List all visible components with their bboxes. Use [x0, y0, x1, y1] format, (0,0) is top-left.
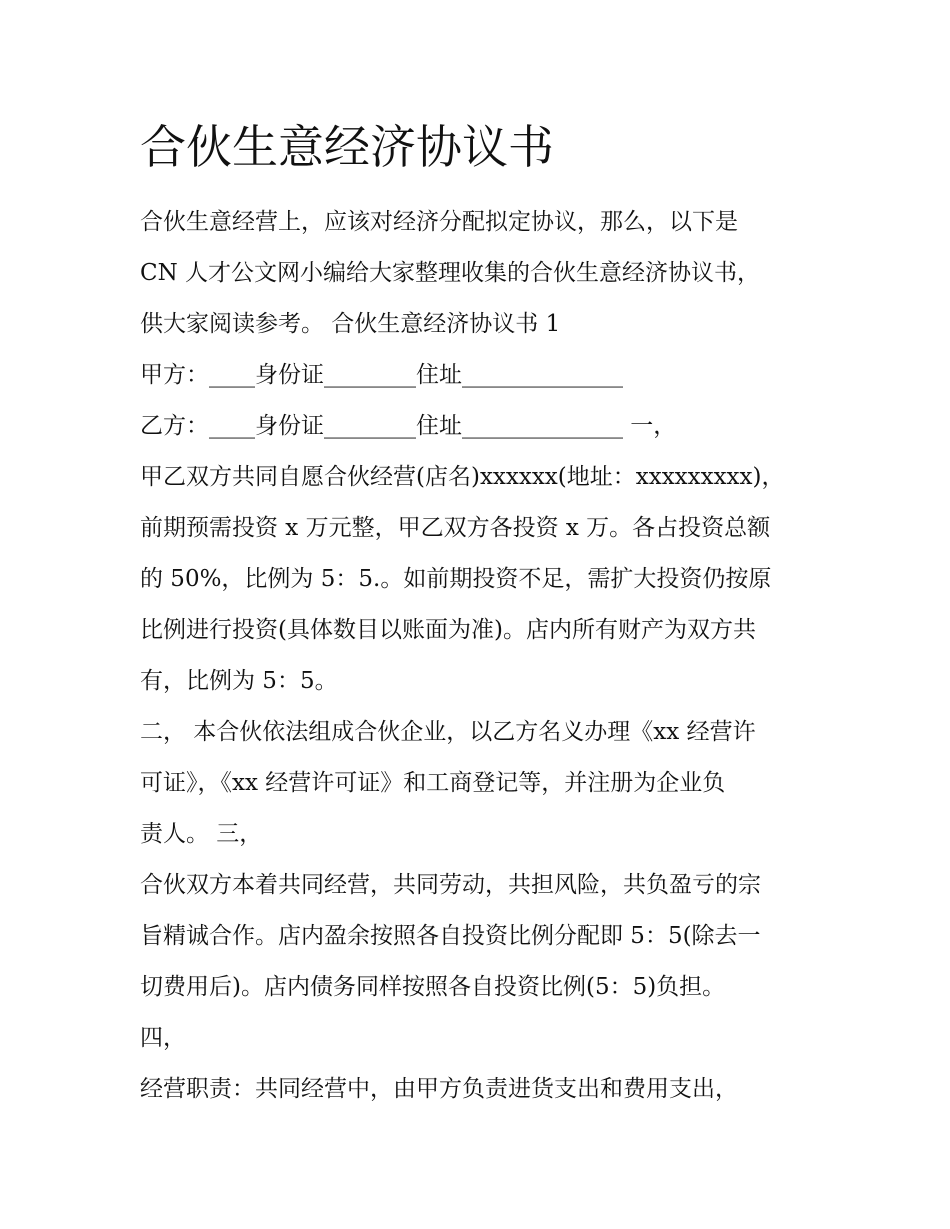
- body-line: 比例进行投资(具体数目以账面为准)。店内所有财产为双方共: [140, 617, 756, 643]
- body-line: 前期预需投资 x 万元整，甲乙双方各投资 x 万。各占投资总额: [140, 515, 771, 541]
- body-line: 有，比例为 5：5。: [140, 668, 338, 694]
- document-body: [140, 197, 830, 1115]
- body-line: 二， 本合伙依法组成合伙企业，以乙方名义办理《xx 经营许: [140, 719, 756, 745]
- body-line: 责人。 三，: [140, 821, 263, 847]
- body-line: 四，: [140, 1025, 186, 1051]
- body-line: 旨精诚合作。店内盈余按照各自投资比例分配即 5：5(除去一: [140, 923, 761, 949]
- body-line: 合伙双方本着共同经营，共同劳动，共担风险，共负盈亏的宗: [140, 872, 761, 898]
- body-line: 的 50%，比例为 5：5.。如前期投资不足，需扩大投资仍按原: [140, 566, 772, 592]
- body-line: 可证》，《xx 经营许可证》和工商登记等，并注册为企业负: [140, 770, 726, 796]
- body-line: 乙方：____身份证________住址______________ 一，: [140, 413, 677, 439]
- body-line: CN 人才公文网小编给大家整理收集的合伙生意经济协议书，: [140, 260, 761, 286]
- body-line: 合伙生意经营上，应该对经济分配拟定协议，那么，以下是: [140, 209, 738, 235]
- body-line: 供大家阅读参考。 合伙生意经济协议书 1: [140, 311, 561, 337]
- body-line: 甲乙双方共同自愿合伙经营(店名)xxxxxx(地址：xxxxxxxxx)，: [140, 464, 785, 490]
- body-line: 甲方：____身份证________住址______________: [140, 362, 623, 388]
- document-title: 合伙生意经济协议书: [140, 120, 554, 174]
- body-line: 经营职责：共同经营中，由甲方负责进货支出和费用支出，: [140, 1076, 738, 1102]
- body-line: 切费用后)。店内债务同样按照各自投资比例(5：5)负担。: [140, 974, 726, 1000]
